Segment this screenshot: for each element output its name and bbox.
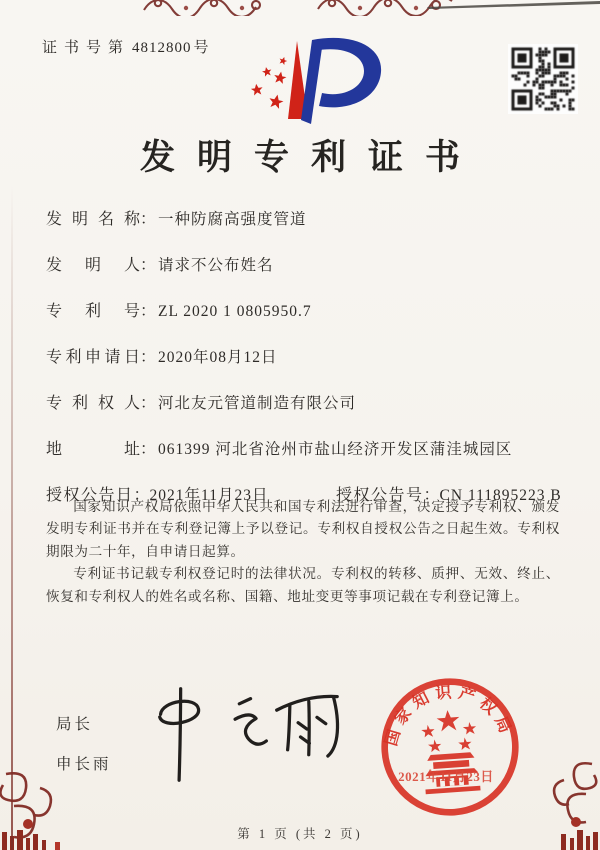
field-row-patent-number — [46, 298, 568, 321]
field-label: 专利申请日 — [46, 349, 140, 366]
field-colon: ： — [140, 395, 157, 412]
page-title: 发明专利证书 — [139, 138, 482, 177]
signatory-block — [56, 712, 112, 774]
field-value: 请求不公布姓名 — [158, 257, 274, 274]
page-number: 第 1 页 (共 2 页) — [237, 827, 363, 841]
grant-number-value: CN 111895223 B — [439, 487, 562, 504]
field-value: 河北友元管道制造有限公司 — [158, 395, 357, 412]
field-colon: ： — [140, 441, 157, 458]
legal-paragraph-1: 国家知识产权局依照中华人民共和国专利法进行审查，决定授予专利权、颁发发明专利证书并在专利登记簿上予以登记。专利权自授权公告之日起生效。专利权期限为二十年，自申请日起算。 — [46, 499, 560, 559]
field-row-application-date — [46, 344, 568, 367]
legal-paragraph-2: 专利证书记载专利权登记时的法律状况。专利权的转移、质押、无效、终止、恢复和专利权人的姓名或名称、国籍、地址变更等事项记载在专利登记簿上。 — [46, 566, 560, 604]
certificate-number-value: 4812800 — [132, 40, 192, 56]
field-row-address — [46, 436, 568, 459]
field-colon: ： — [140, 349, 157, 366]
seal-org-text: 国家知识产权局 — [383, 684, 516, 748]
field-colon: ： — [140, 257, 157, 274]
handwritten-signature-icon — [146, 677, 350, 792]
field-row-inventor — [46, 252, 568, 275]
signatory-name: 申长雨 — [56, 756, 112, 773]
grant-number-label: 授权公告号 — [336, 487, 424, 504]
qr-code — [508, 44, 578, 114]
field-colon: ： — [423, 487, 440, 504]
signatory-role: 局长 — [56, 716, 94, 733]
field-value: 一种防腐高强度管道 — [158, 211, 307, 228]
field-colon: ： — [140, 211, 157, 228]
certificate-number — [42, 36, 216, 57]
photo-left-edge-line — [11, 185, 13, 850]
field-value: 061399 河北省沧州市盐山经济开发区蒲洼城园区 — [158, 441, 513, 458]
cnipa-logo-icon — [233, 34, 405, 132]
field-label: 发明人 — [46, 257, 140, 274]
field-list — [46, 206, 568, 505]
field-row-patentee — [46, 390, 568, 413]
field-colon: ： — [140, 303, 157, 320]
field-label: 发明名称 — [46, 211, 140, 228]
seal-date: 2021年11月23日 — [398, 769, 494, 784]
grant-date-label: 授权公告日 — [46, 487, 134, 504]
certificate-number-prefix: 证书号第 — [42, 40, 131, 56]
field-row-invention-name — [46, 206, 568, 229]
legal-text — [46, 496, 560, 608]
grant-date-value: 2021年11月23日 — [149, 487, 269, 504]
photo-edge-line — [425, 0, 600, 10]
certificate-number-suffix: 号 — [193, 40, 216, 56]
field-colon: ： — [133, 487, 150, 504]
field-label: 专利权人 — [46, 395, 140, 412]
field-label: 地址 — [46, 441, 140, 458]
top-border-ornament-icon — [140, 0, 470, 16]
field-label: 专利号 — [46, 303, 140, 320]
field-value: ZL 2020 1 0805950.7 — [158, 303, 312, 320]
field-value: 2020年08月12日 — [158, 349, 278, 366]
